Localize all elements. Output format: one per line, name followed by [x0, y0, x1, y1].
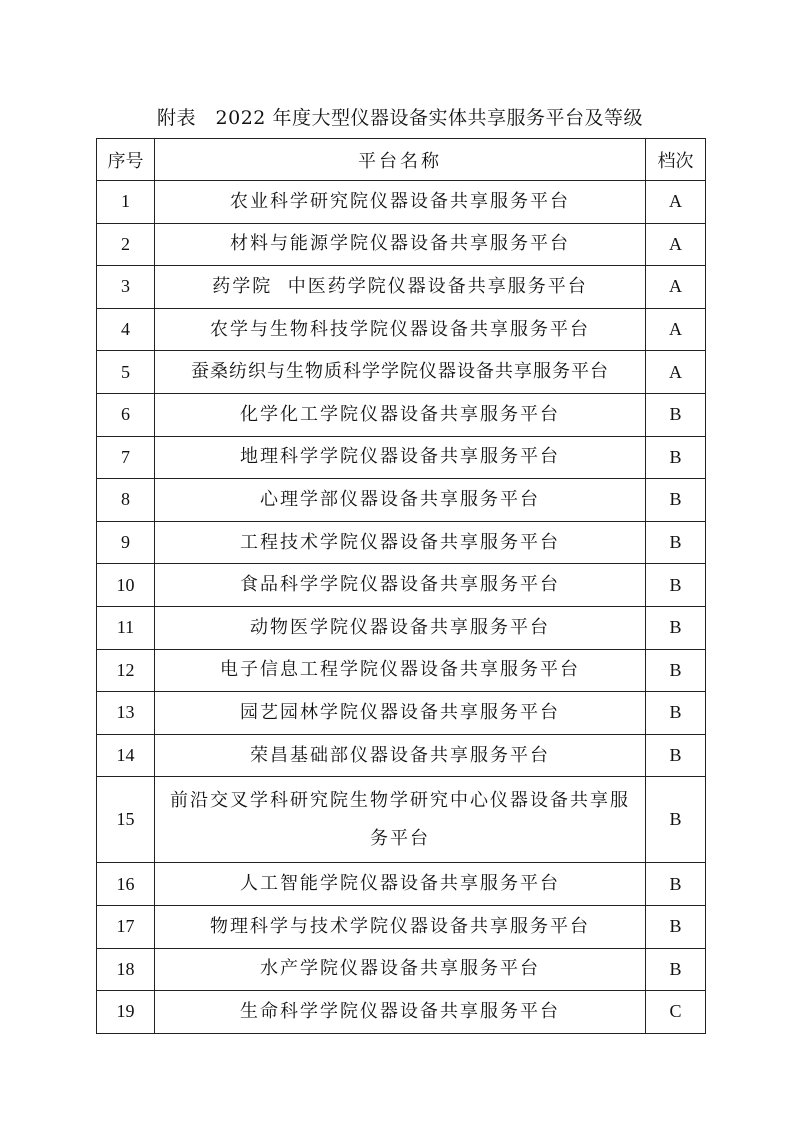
row-platform-name: 动物医学院仪器设备共享服务平台: [155, 606, 646, 649]
row-grade: B: [646, 521, 706, 564]
row-platform-name: 地理科学学院仪器设备共享服务平台: [155, 436, 646, 479]
row-index: 16: [97, 863, 155, 906]
row-grade: B: [646, 649, 706, 692]
table-row: [97, 649, 706, 692]
row-index: 18: [97, 948, 155, 991]
row-grade: B: [646, 479, 706, 522]
row-grade: C: [646, 991, 706, 1034]
row-grade: A: [646, 181, 706, 224]
table-row: [97, 692, 706, 735]
row-platform-name: 食品科学学院仪器设备共享服务平台: [155, 564, 646, 607]
table-row: [97, 479, 706, 522]
row-platform-name: 前沿交叉学科研究院生物学研究中心仪器设备共享服务平台: [155, 777, 646, 863]
row-platform-name: 生命科学学院仪器设备共享服务平台: [155, 991, 646, 1034]
row-index: 7: [97, 436, 155, 479]
row-index: 11: [97, 606, 155, 649]
row-platform-name: 蚕桑纺织与生物质科学学院仪器设备共享服务平台: [155, 351, 646, 394]
row-grade: A: [646, 351, 706, 394]
table-row: [97, 905, 706, 948]
row-index: 2: [97, 223, 155, 266]
table-row: [97, 777, 706, 863]
table-row: [97, 181, 706, 224]
row-index: 17: [97, 905, 155, 948]
row-platform-name: 人工智能学院仪器设备共享服务平台: [155, 863, 646, 906]
table-row: [97, 948, 706, 991]
table-row: [97, 266, 706, 309]
row-index: 3: [97, 266, 155, 309]
row-platform-name: 材料与能源学院仪器设备共享服务平台: [155, 223, 646, 266]
page-title: 附表 2022 年度大型仪器设备实体共享服务平台及等级: [157, 107, 643, 129]
table-header-row: [97, 139, 706, 181]
header-index: 序号: [97, 139, 155, 181]
row-platform-name: 电子信息工程学院仪器设备共享服务平台: [155, 649, 646, 692]
row-index: 19: [97, 991, 155, 1034]
row-grade: A: [646, 266, 706, 309]
row-grade: B: [646, 777, 706, 863]
row-index: 1: [97, 181, 155, 224]
table-row: [97, 223, 706, 266]
row-index: 13: [97, 692, 155, 735]
table-row: [97, 308, 706, 351]
row-grade: B: [646, 606, 706, 649]
row-index: 15: [97, 777, 155, 863]
table-row: [97, 521, 706, 564]
row-platform-name: 园艺园林学院仪器设备共享服务平台: [155, 692, 646, 735]
row-grade: B: [646, 734, 706, 777]
row-grade: B: [646, 393, 706, 436]
row-grade: A: [646, 308, 706, 351]
row-platform-name: 农业科学研究院仪器设备共享服务平台: [155, 181, 646, 224]
row-grade: A: [646, 223, 706, 266]
header-platform-name: 平台名称: [155, 139, 646, 181]
row-grade: B: [646, 863, 706, 906]
row-index: 12: [97, 649, 155, 692]
row-grade: B: [646, 436, 706, 479]
header-grade: 档次: [646, 139, 706, 181]
row-index: 14: [97, 734, 155, 777]
row-index: 8: [97, 479, 155, 522]
table-row: [97, 734, 706, 777]
row-platform-name: 荣昌基础部仪器设备共享服务平台: [155, 734, 646, 777]
row-index: 9: [97, 521, 155, 564]
table-row: [97, 393, 706, 436]
table-row: [97, 564, 706, 607]
table-row: [97, 351, 706, 394]
row-index: 4: [97, 308, 155, 351]
row-platform-name: 化学化工学院仪器设备共享服务平台: [155, 393, 646, 436]
platform-grade-table: [96, 138, 706, 1034]
table-row: [97, 863, 706, 906]
row-platform-name: 物理科学与技术学院仪器设备共享服务平台: [155, 905, 646, 948]
row-platform-name: 药学院 中医药学院仪器设备共享服务平台: [155, 266, 646, 309]
row-grade: B: [646, 692, 706, 735]
row-platform-name: 水产学院仪器设备共享服务平台: [155, 948, 646, 991]
table-row: [97, 606, 706, 649]
table-row: [97, 991, 706, 1034]
row-platform-name: 心理学部仪器设备共享服务平台: [155, 479, 646, 522]
row-platform-name: 工程技术学院仪器设备共享服务平台: [155, 521, 646, 564]
row-platform-name: 农学与生物科技学院仪器设备共享服务平台: [155, 308, 646, 351]
row-grade: B: [646, 564, 706, 607]
row-grade: B: [646, 905, 706, 948]
row-index: 5: [97, 351, 155, 394]
row-index: 6: [97, 393, 155, 436]
row-index: 10: [97, 564, 155, 607]
table-row: [97, 436, 706, 479]
row-grade: B: [646, 948, 706, 991]
